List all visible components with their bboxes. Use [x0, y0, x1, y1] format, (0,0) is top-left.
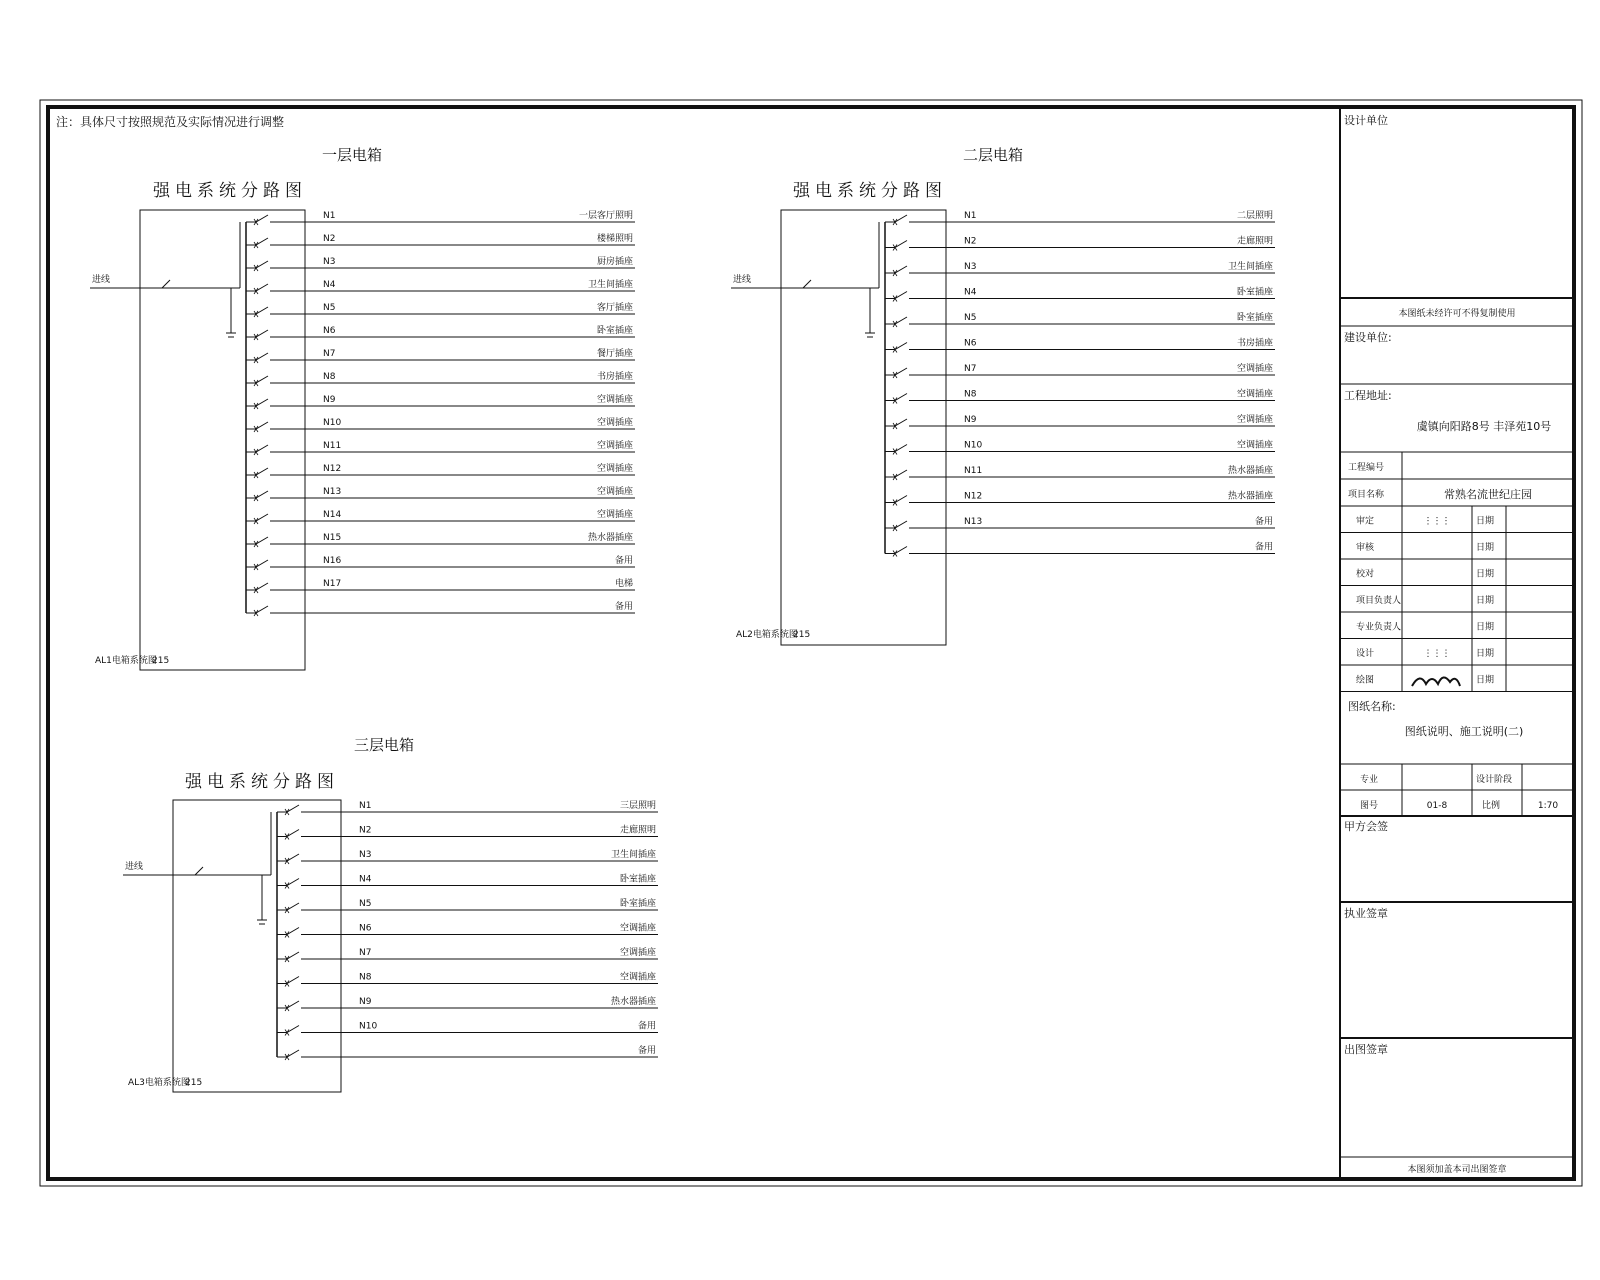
design-unit-label: 设计单位 [1344, 114, 1388, 127]
load-name: 卧室插座 [1236, 313, 1273, 323]
sign-row [1340, 621, 1574, 639]
circuit-row [246, 416, 635, 432]
issue-seal-label: 出图签章 [1344, 1043, 1388, 1056]
drawing-no-label: 图号 [1360, 801, 1379, 811]
circuit-row [246, 301, 635, 317]
circuit-row [885, 260, 1275, 276]
address-value: 虞镇向阳路8号 丰泽苑10号 [1416, 420, 1552, 433]
outer-frame [40, 100, 1582, 1186]
load-name: 走廊照明 [1236, 236, 1273, 247]
load-name: 卧室插座 [1236, 287, 1273, 298]
signature-scribble [1412, 677, 1460, 686]
date-label: 日期 [1476, 622, 1495, 633]
sign-mark: ⋮⋮⋮ [1423, 516, 1451, 527]
circuit-id: N9 [323, 395, 336, 405]
circuit-row [246, 232, 635, 248]
circuit-id: N12 [964, 491, 983, 502]
earth-symbol [226, 288, 236, 337]
circuit-id: N1 [323, 211, 336, 221]
circuit-id: N8 [323, 372, 336, 382]
circuit-id: N7 [323, 349, 336, 359]
panel-p3 [123, 736, 658, 1092]
circuit-id: N8 [964, 389, 977, 400]
circuit-row [246, 508, 635, 524]
sign-row [1340, 594, 1574, 612]
circuit-id: N3 [964, 262, 977, 272]
circuit-row [885, 439, 1275, 455]
load-name: 空调插座 [619, 972, 656, 983]
circuit-id: N4 [964, 287, 977, 298]
circuit-row [277, 800, 658, 815]
circuit-id: N10 [359, 1021, 378, 1032]
drawing-no-value: 01-8 [1426, 801, 1448, 811]
practice-seal-label: 执业签章 [1344, 907, 1388, 920]
panel-legend: AL2电箱系统图 [736, 630, 798, 640]
date-label: 日期 [1476, 516, 1495, 527]
date-label: 日期 [1476, 675, 1495, 686]
circuit-id: N5 [964, 313, 977, 323]
circuit-id: N13 [964, 517, 983, 527]
box-code: 215 [185, 1078, 203, 1088]
project-no-label: 工程编号 [1348, 463, 1385, 473]
sign-row [1340, 568, 1574, 586]
drawing-name-value: 图纸说明、施工说明(二) [1404, 725, 1524, 738]
circuit-row [277, 1044, 658, 1060]
load-name: 楼梯照明 [596, 234, 633, 244]
sign-row [1340, 647, 1574, 665]
load-name: 厨房插座 [596, 257, 633, 267]
panel-legend: AL1电箱系统图 [95, 656, 157, 666]
circuit-row [246, 554, 635, 570]
sign-row [1340, 541, 1574, 559]
load-name: 空调插座 [1236, 364, 1273, 374]
circuit-row [885, 490, 1275, 506]
circuit-row [277, 971, 658, 987]
circuit-row [246, 324, 635, 340]
circuit-id: N2 [964, 236, 977, 247]
circuit-row [246, 278, 635, 294]
floor-title: 一层电箱 [321, 146, 383, 164]
sign-role: 项目负责人 [1356, 596, 1402, 606]
circuit-row [885, 464, 1275, 480]
discipline-label: 专业 [1360, 775, 1379, 785]
incoming-label: 进线 [92, 275, 111, 285]
panels-layer [90, 146, 1275, 1092]
circuit-row [277, 946, 658, 962]
load-name: 备用 [1254, 542, 1273, 553]
circuit-row [277, 873, 658, 889]
owner-sign-label: 甲方会签 [1344, 820, 1388, 833]
circuit-id: N8 [359, 972, 372, 983]
load-name: 备用 [614, 556, 633, 566]
load-name: 餐厅插座 [596, 349, 633, 359]
client-label: 建设单位: [1344, 331, 1392, 344]
circuit-row [246, 347, 635, 363]
circuit-row [885, 541, 1275, 557]
sign-mark: ⋮⋮⋮ [1423, 649, 1451, 659]
circuit-id: N4 [323, 280, 336, 290]
circuit-row [277, 897, 658, 913]
circuit-row [885, 388, 1275, 404]
circuit-id: N12 [323, 464, 342, 474]
box-code: 215 [152, 656, 170, 666]
circuit-row [885, 311, 1275, 327]
footer-text: 本图须加盖本司出图签章 [1407, 1165, 1507, 1175]
circuit-row [885, 337, 1275, 353]
circuit-id: N9 [359, 997, 372, 1007]
notice-text: 本图纸未经许可不得复制使用 [1398, 309, 1516, 319]
floor-title: 二层电箱 [962, 146, 1024, 164]
load-name: 电梯 [614, 579, 633, 589]
load-name: 空调插座 [619, 923, 656, 934]
circuit-row [246, 370, 635, 386]
date-label: 日期 [1476, 649, 1495, 659]
panel-legend: AL3电箱系统图 [128, 1078, 190, 1088]
sign-rows [1340, 506, 1574, 692]
scale-label: 比例 [1482, 801, 1501, 811]
load-name: 卫生间插座 [610, 850, 656, 860]
circuit-id: N6 [964, 338, 977, 349]
circuit-id: N1 [964, 211, 977, 221]
circuit-row [246, 485, 635, 501]
panel-p1 [90, 146, 635, 670]
box-code: 215 [793, 630, 811, 640]
circuit-row [246, 439, 635, 455]
circuit-id: N3 [323, 257, 336, 267]
load-name: 热水器插座 [610, 997, 656, 1007]
load-name: 卫生间插座 [1227, 262, 1273, 272]
load-name: 卧室插座 [619, 874, 656, 885]
title-block [1340, 107, 1574, 1179]
date-label: 日期 [1476, 569, 1495, 580]
load-name: 卫生间插座 [587, 280, 633, 290]
circuit-row [885, 515, 1275, 531]
load-name: 空调插座 [596, 418, 633, 428]
floor-title: 三层电箱 [353, 736, 415, 754]
sign-role: 专业负责人 [1356, 622, 1402, 633]
load-name: 备用 [1254, 517, 1273, 527]
load-name: 一层客厅照明 [578, 211, 633, 221]
diagram-title: 强电系统分路图 [185, 772, 339, 792]
circuit-id: N11 [323, 441, 342, 451]
circuit-row [277, 922, 658, 938]
load-name: 备用 [637, 1046, 656, 1056]
circuit-row [277, 848, 658, 864]
date-label: 日期 [1476, 543, 1495, 553]
load-name: 空调插座 [619, 948, 656, 958]
circuit-row [246, 577, 635, 593]
circuit-row [246, 255, 635, 271]
load-name: 空调插座 [596, 464, 633, 474]
circuit-row [246, 209, 635, 225]
load-name: 空调插座 [596, 395, 633, 405]
drawing-name-label: 图纸名称: [1348, 700, 1396, 713]
circuit-id: N7 [964, 364, 977, 374]
load-name: 书房插座 [1236, 338, 1273, 349]
circuit-row [885, 235, 1275, 251]
circuit-id: N5 [323, 303, 336, 313]
load-name: 空调插座 [596, 487, 633, 497]
load-name: 空调插座 [596, 510, 633, 520]
circuit-id: N10 [323, 418, 342, 428]
circuit-row [885, 210, 1275, 225]
circuit-row [246, 393, 635, 409]
sign-role: 校对 [1356, 569, 1375, 580]
load-name: 客厅插座 [596, 303, 633, 313]
circuit-row [885, 286, 1275, 302]
sign-role: 设计 [1356, 649, 1375, 659]
load-name: 卧室插座 [619, 899, 656, 909]
circuit-id: N13 [323, 487, 342, 497]
load-name: 书房插座 [596, 372, 633, 382]
load-name: 空调插座 [596, 441, 633, 451]
circuit-id: N2 [323, 234, 336, 244]
circuit-id: N10 [964, 440, 983, 451]
circuit-id: N3 [359, 850, 372, 860]
circuit-id: N6 [323, 326, 336, 336]
circuit-id: N6 [359, 923, 372, 934]
panel-box [173, 800, 341, 1092]
circuit-id: N9 [964, 415, 977, 425]
circuit-id: N5 [359, 899, 372, 909]
load-name: 热水器插座 [587, 533, 633, 543]
incoming-label: 进线 [733, 275, 752, 285]
circuit-row [885, 362, 1275, 378]
circuit-row [885, 413, 1275, 429]
panel-p2 [731, 146, 1275, 645]
load-name: 走廊照明 [619, 825, 656, 836]
earth-symbol [257, 875, 267, 924]
load-name: 空调插座 [1236, 415, 1273, 425]
sign-row [1340, 674, 1574, 692]
circuit-id: N1 [359, 801, 372, 811]
stage-label: 设计阶段 [1476, 775, 1513, 785]
sign-role: 审定 [1356, 516, 1375, 527]
scale-value: 1:70 [1537, 801, 1559, 811]
load-name: 热水器插座 [1227, 491, 1273, 502]
circuit-id: N14 [323, 510, 342, 520]
address-label: 工程地址: [1344, 389, 1392, 402]
load-name: 三层照明 [619, 801, 656, 811]
load-name: 空调插座 [1236, 440, 1273, 451]
circuit-id: N17 [323, 579, 342, 589]
circuit-row [246, 462, 635, 478]
load-name: 空调插座 [1236, 389, 1273, 400]
circuit-id: N15 [323, 533, 342, 543]
circuit-id: N7 [359, 948, 372, 958]
load-name: 备用 [614, 602, 633, 612]
load-name: 备用 [637, 1021, 656, 1032]
earth-symbol [865, 288, 875, 337]
sign-role: 审核 [1356, 543, 1375, 553]
project-name-label: 项目名称 [1348, 490, 1385, 500]
panel-box [140, 210, 305, 670]
circuit-row [277, 824, 658, 840]
diagram-title: 强电系统分路图 [793, 181, 947, 201]
project-name-value: 常熟名流世纪庄园 [1444, 488, 1532, 501]
sign-row [1340, 515, 1574, 533]
sign-role: 绘图 [1356, 675, 1375, 686]
circuit-id: N2 [359, 825, 372, 836]
sheet-note: 注：具体尺寸按照规范及实际情况进行调整 [56, 115, 285, 129]
load-name: 二层照明 [1236, 211, 1273, 221]
circuit-row [246, 531, 635, 547]
circuit-id: N11 [964, 466, 983, 476]
load-name: 热水器插座 [1227, 466, 1273, 476]
circuit-row [277, 1020, 658, 1036]
circuit-id: N16 [323, 556, 342, 566]
diagram-title: 强电系统分路图 [153, 181, 307, 201]
incoming-label: 进线 [125, 862, 144, 872]
panel-box [781, 210, 946, 645]
circuit-row [246, 600, 635, 616]
circuit-row [277, 995, 658, 1011]
date-label: 日期 [1476, 596, 1495, 606]
load-name: 卧室插座 [596, 326, 633, 336]
circuit-id: N4 [359, 874, 372, 885]
